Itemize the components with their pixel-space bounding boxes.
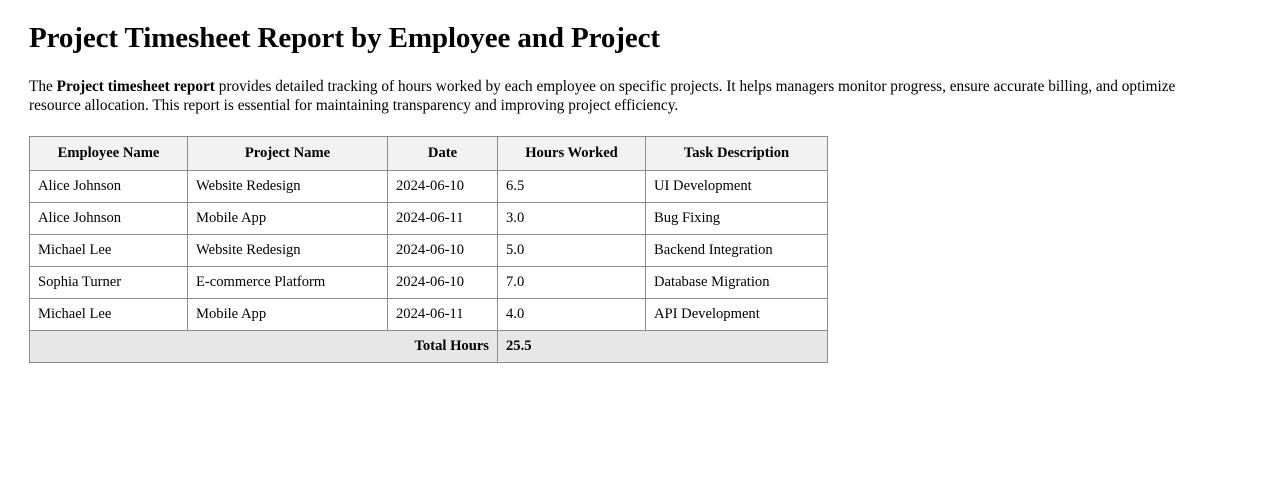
cell-hours-worked: 6.5 <box>498 171 646 203</box>
column-header-employee-name: Employee Name <box>30 137 188 171</box>
cell-project-name: Mobile App <box>188 203 388 235</box>
table-row <box>30 171 828 203</box>
intro-text-before: The <box>29 78 57 96</box>
cell-hours-worked: 4.0 <box>498 299 646 331</box>
column-header-project-name: Project Name <box>188 137 388 171</box>
cell-employee-name: Michael Lee <box>30 235 188 267</box>
cell-project-name: E-commerce Platform <box>188 267 388 299</box>
timesheet-table <box>29 136 828 363</box>
table-row <box>30 203 828 235</box>
table-row <box>30 299 828 331</box>
cell-employee-name: Sophia Turner <box>30 267 188 299</box>
cell-task-description: API Development <box>646 299 828 331</box>
total-hours-value: 25.5 <box>498 331 828 363</box>
cell-project-name: Website Redesign <box>188 171 388 203</box>
cell-employee-name: Alice Johnson <box>30 171 188 203</box>
table-footer <box>30 331 828 363</box>
cell-date: 2024-06-10 <box>388 267 498 299</box>
table-row <box>30 235 828 267</box>
intro-text-emphasis: Project timesheet report <box>56 78 215 96</box>
cell-task-description: Backend Integration <box>646 235 828 267</box>
cell-hours-worked: 5.0 <box>498 235 646 267</box>
total-hours-label: Total Hours <box>30 331 498 363</box>
table-total-row <box>30 331 828 363</box>
column-header-hours-worked: Hours Worked <box>498 137 646 171</box>
intro-text-after: provides detailed tracking of hours worked by each employee on specific projects. It helps managers monitor progress, ensure accurate billing, and optimize resource allocation. This report is essential for maintaining transparency and improving project efficiency. <box>29 78 1176 115</box>
cell-project-name: Mobile App <box>188 299 388 331</box>
cell-project-name: Website Redesign <box>188 235 388 267</box>
cell-date: 2024-06-10 <box>388 235 498 267</box>
page-title: Project Timesheet Report by Employee and Project <box>29 22 660 54</box>
cell-employee-name: Alice Johnson <box>30 203 188 235</box>
column-header-task-description: Task Description <box>646 137 828 171</box>
cell-hours-worked: 3.0 <box>498 203 646 235</box>
cell-employee-name: Michael Lee <box>30 299 188 331</box>
cell-task-description: UI Development <box>646 171 828 203</box>
cell-date: 2024-06-11 <box>388 203 498 235</box>
cell-task-description: Bug Fixing <box>646 203 828 235</box>
cell-date: 2024-06-11 <box>388 299 498 331</box>
report-description <box>29 77 1229 115</box>
table-row <box>30 267 828 299</box>
cell-task-description: Database Migration <box>646 267 828 299</box>
column-header-date: Date <box>388 137 498 171</box>
cell-hours-worked: 7.0 <box>498 267 646 299</box>
table-header <box>30 137 828 171</box>
table-body <box>30 171 828 331</box>
cell-date: 2024-06-10 <box>388 171 498 203</box>
table-header-row <box>30 137 828 171</box>
